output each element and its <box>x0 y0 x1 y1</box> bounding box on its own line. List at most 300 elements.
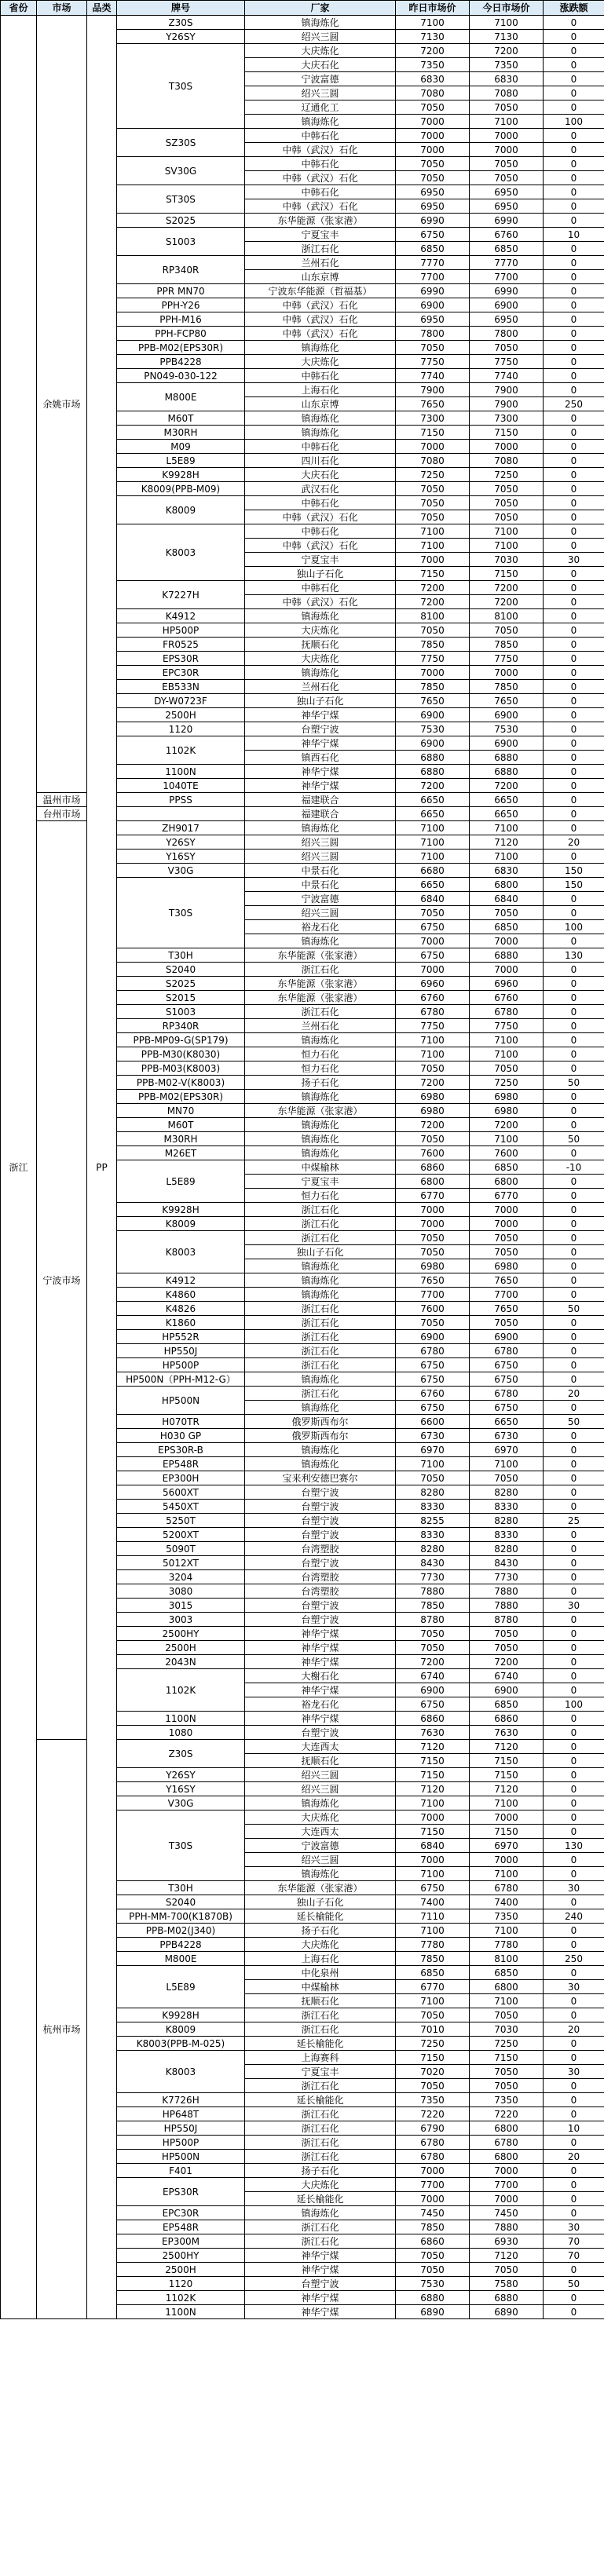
manufacturer-cell: 浙江石化 <box>245 1302 396 1316</box>
yesterday-price-cell: 7100 <box>396 1457 470 1471</box>
manufacturer-cell: 浙江石化 <box>245 2234 396 2249</box>
today-price-cell: 7000 <box>470 934 544 948</box>
yesterday-price-cell: 6770 <box>396 1189 470 1203</box>
grade-cell: 5012XT <box>117 1556 245 1570</box>
market-cell: 余姚市场 <box>37 16 87 793</box>
manufacturer-cell: 中韩石化 <box>245 369 396 383</box>
yesterday-price-cell: 6880 <box>396 765 470 779</box>
today-price-cell: 7050 <box>470 1627 544 1641</box>
manufacturer-cell: 浙江石化 <box>245 2150 396 2164</box>
change-cell: 0 <box>544 1047 604 1061</box>
today-price-cell: 7100 <box>470 1994 544 2008</box>
manufacturer-cell: 镇海炼化 <box>245 426 396 440</box>
manufacturer-cell: 中韩石化 <box>245 129 396 143</box>
manufacturer-cell: 宁波东华能源（哲福基） <box>245 284 396 298</box>
yesterday-price-cell: 6780 <box>396 1344 470 1358</box>
grade-cell: MN70 <box>117 1104 245 1118</box>
today-price-cell: 7100 <box>470 821 544 835</box>
manufacturer-cell: 武汉石化 <box>245 482 396 496</box>
today-price-cell: 7000 <box>470 1217 544 1231</box>
today-price-cell: 7200 <box>470 595 544 609</box>
change-cell: 0 <box>544 638 604 652</box>
today-price-cell: 7200 <box>470 44 544 58</box>
manufacturer-cell: 台塑宁波 <box>245 1528 396 1542</box>
today-price-cell: 7000 <box>470 143 544 157</box>
change-cell: 0 <box>544 2305 604 2319</box>
yesterday-price-cell: 7050 <box>396 1316 470 1330</box>
grade-cell: 1040TE <box>117 779 245 793</box>
manufacturer-cell: 大榭石化 <box>245 1669 396 1683</box>
yesterday-price-cell: 7600 <box>396 1302 470 1316</box>
today-price-cell: 6980 <box>470 1104 544 1118</box>
change-cell: 0 <box>544 1443 604 1457</box>
manufacturer-cell: 神华宁煤 <box>245 2249 396 2263</box>
yesterday-price-cell: 7100 <box>396 1796 470 1811</box>
yesterday-price-cell: 7050 <box>396 2079 470 2093</box>
today-price-cell: 7050 <box>470 1245 544 1259</box>
change-cell: 150 <box>544 864 604 878</box>
grade-cell: Y16SY <box>117 850 245 864</box>
today-price-cell: 6960 <box>470 977 544 991</box>
manufacturer-cell: 扬子石化 <box>245 1076 396 1090</box>
manufacturer-cell: 兰州石化 <box>245 1019 396 1033</box>
manufacturer-cell: 俄罗斯西布尔 <box>245 1415 396 1429</box>
today-price-cell: 7050 <box>470 157 544 171</box>
change-cell: 0 <box>544 2291 604 2305</box>
manufacturer-cell: 中韩石化 <box>245 157 396 171</box>
yesterday-price-cell: 7150 <box>396 2051 470 2065</box>
change-cell: 0 <box>544 1104 604 1118</box>
yesterday-price-cell: 7000 <box>396 129 470 143</box>
today-price-cell: 6650 <box>470 1415 544 1429</box>
change-cell: 0 <box>544 1090 604 1104</box>
manufacturer-cell: 浙江石化 <box>245 1217 396 1231</box>
yesterday-price-cell: 7000 <box>396 1811 470 1825</box>
manufacturer-cell: 中韩（武汉）石化 <box>245 312 396 327</box>
yesterday-price-cell: 6800 <box>396 1175 470 1189</box>
today-price-cell: 7050 <box>470 2065 544 2079</box>
yesterday-price-cell: 6900 <box>396 1330 470 1344</box>
manufacturer-cell: 浙江石化 <box>245 1387 396 1401</box>
manufacturer-cell: 中韩石化 <box>245 440 396 454</box>
change-cell: 0 <box>544 1584 604 1599</box>
grade-cell: 1100N <box>117 1712 245 1726</box>
grade-cell: HP648T <box>117 2107 245 2121</box>
yesterday-price-cell: 7200 <box>396 44 470 58</box>
today-price-cell: 7100 <box>470 115 544 129</box>
change-cell: 100 <box>544 920 604 934</box>
yesterday-price-cell: 6750 <box>396 1881 470 1895</box>
change-cell: 0 <box>544 1570 604 1584</box>
grade-cell: 5200XT <box>117 1528 245 1542</box>
change-cell: 0 <box>544 44 604 58</box>
change-cell: 0 <box>544 1740 604 1754</box>
manufacturer-cell: 扬子石化 <box>245 2164 396 2178</box>
grade-cell: K8009(PPB-M09) <box>117 482 245 496</box>
manufacturer-cell: 大连西太 <box>245 1825 396 1839</box>
today-price-cell: 6650 <box>470 807 544 821</box>
today-price-cell: 7000 <box>470 2164 544 2178</box>
yesterday-price-cell: 7000 <box>396 934 470 948</box>
grade-cell: Z30S <box>117 1740 245 1768</box>
manufacturer-cell: 恒力石化 <box>245 1189 396 1203</box>
manufacturer-cell: 镇海炼化 <box>245 1118 396 1132</box>
change-cell: 0 <box>544 1528 604 1542</box>
change-cell: 0 <box>544 1316 604 1330</box>
manufacturer-cell: 台湾塑胶 <box>245 1542 396 1556</box>
grade-cell: 3080 <box>117 1584 245 1599</box>
change-cell: 0 <box>544 143 604 157</box>
yesterday-price-cell: 7050 <box>396 1627 470 1641</box>
manufacturer-cell: 宁夏宝丰 <box>245 553 396 567</box>
grade-cell: ZH9017 <box>117 821 245 835</box>
yesterday-price-cell: 6850 <box>396 1966 470 1980</box>
today-price-cell: 7100 <box>470 1924 544 1938</box>
change-cell: 130 <box>544 948 604 963</box>
today-price-cell: 6900 <box>470 298 544 312</box>
manufacturer-cell: 神华宁煤 <box>245 1683 396 1697</box>
change-cell: 30 <box>544 1881 604 1895</box>
today-price-cell: 7350 <box>470 58 544 72</box>
manufacturer-cell: 上海石化 <box>245 1952 396 1966</box>
manufacturer-cell: 独山子石化 <box>245 1895 396 1909</box>
manufacturer-cell: 镇海炼化 <box>245 1796 396 1811</box>
today-price-cell: 7100 <box>470 16 544 30</box>
manufacturer-cell: 东华能源（张家港） <box>245 214 396 228</box>
change-cell: 0 <box>544 1245 604 1259</box>
yesterday-price-cell: 7700 <box>396 270 470 284</box>
change-cell: 0 <box>544 1061 604 1076</box>
today-price-cell: 7100 <box>470 1867 544 1881</box>
manufacturer-cell: 台塑宁波 <box>245 1556 396 1570</box>
yesterday-price-cell: 7050 <box>396 482 470 496</box>
manufacturer-cell: 中景石化 <box>245 864 396 878</box>
grade-cell: H030 GP <box>117 1429 245 1443</box>
manufacturer-cell: 浙江石化 <box>245 1005 396 1019</box>
change-cell: 0 <box>544 312 604 327</box>
change-cell: 0 <box>544 2079 604 2093</box>
grade-cell: S2015 <box>117 991 245 1005</box>
change-cell: 0 <box>544 341 604 355</box>
yesterday-price-cell: 6990 <box>396 214 470 228</box>
change-cell: 0 <box>544 2037 604 2051</box>
yesterday-price-cell: 7050 <box>396 510 470 524</box>
change-cell: 0 <box>544 1938 604 1952</box>
grade-cell: SV30G <box>117 157 245 185</box>
change-cell: 0 <box>544 567 604 581</box>
manufacturer-cell: 上海石化 <box>245 383 396 397</box>
yesterday-price-cell: 7100 <box>396 524 470 539</box>
change-cell: 0 <box>544 1344 604 1358</box>
yesterday-price-cell: 7120 <box>396 1740 470 1754</box>
change-cell: 0 <box>544 708 604 722</box>
change-cell: 0 <box>544 1994 604 2008</box>
market-cell: 宁波市场 <box>37 821 87 1740</box>
change-cell: 250 <box>544 1952 604 1966</box>
yesterday-price-cell: 7200 <box>396 1655 470 1669</box>
grade-cell: V30G <box>117 864 245 878</box>
yesterday-price-cell: 6750 <box>396 1372 470 1387</box>
manufacturer-cell: 绍兴三圆 <box>245 86 396 100</box>
manufacturer-cell: 大庆石化 <box>245 468 396 482</box>
change-cell: 100 <box>544 115 604 129</box>
change-cell: 0 <box>544 1500 604 1514</box>
today-price-cell: 7050 <box>470 2079 544 2093</box>
grade-cell: 1120 <box>117 2277 245 2291</box>
manufacturer-cell: 大庆炼化 <box>245 44 396 58</box>
manufacturer-cell: 独山子石化 <box>245 567 396 581</box>
manufacturer-cell: 镇海炼化 <box>245 115 396 129</box>
yesterday-price-cell: 7050 <box>396 1245 470 1259</box>
yesterday-price-cell: 6770 <box>396 1980 470 1994</box>
today-price-cell: 6830 <box>470 72 544 86</box>
yesterday-price-cell: 8430 <box>396 1556 470 1570</box>
today-price-cell: 7080 <box>470 454 544 468</box>
change-cell: 0 <box>544 680 604 694</box>
today-price-cell: 8280 <box>470 1514 544 1528</box>
yesterday-price-cell: 7050 <box>396 2008 470 2022</box>
grade-cell: HP550J <box>117 1344 245 1358</box>
yesterday-price-cell: 7130 <box>396 30 470 44</box>
change-cell: 0 <box>544 1895 604 1909</box>
yesterday-price-cell: 7530 <box>396 2277 470 2291</box>
yesterday-price-cell: 6850 <box>396 242 470 256</box>
today-price-cell: 6970 <box>470 1839 544 1853</box>
yesterday-price-cell: 7200 <box>396 779 470 793</box>
manufacturer-cell: 台塑宁波 <box>245 1599 396 1613</box>
change-cell: 250 <box>544 397 604 411</box>
manufacturer-cell: 辽通化工 <box>245 100 396 115</box>
today-price-cell: 7880 <box>470 1599 544 1613</box>
manufacturer-cell: 神华宁煤 <box>245 2291 396 2305</box>
manufacturer-cell: 绍兴三圆 <box>245 906 396 920</box>
grade-cell: T30H <box>117 1881 245 1895</box>
grade-cell: PPB-M02(J340) <box>117 1924 245 1938</box>
grade-cell: M30RH <box>117 426 245 440</box>
grade-cell: PPH-M16 <box>117 312 245 327</box>
today-price-cell: 7880 <box>470 1584 544 1599</box>
change-cell: 0 <box>544 510 604 524</box>
yesterday-price-cell: 7150 <box>396 567 470 581</box>
change-cell: 0 <box>544 524 604 539</box>
change-cell: 0 <box>544 1273 604 1288</box>
manufacturer-cell: 大连西太 <box>245 1740 396 1754</box>
today-price-cell: 7050 <box>470 510 544 524</box>
yesterday-price-cell: 7650 <box>396 397 470 411</box>
manufacturer-cell: 扬子石化 <box>245 1924 396 1938</box>
change-cell: 0 <box>544 793 604 807</box>
change-cell: 0 <box>544 1372 604 1387</box>
manufacturer-cell: 镇海炼化 <box>245 609 396 623</box>
manufacturer-cell: 裕龙石化 <box>245 1697 396 1712</box>
manufacturer-cell: 大庆炼化 <box>245 2178 396 2192</box>
manufacturer-cell: 中韩（武汉）石化 <box>245 510 396 524</box>
today-price-cell: 6780 <box>470 1387 544 1401</box>
manufacturer-cell: 中韩（武汉）石化 <box>245 199 396 214</box>
change-cell: 20 <box>544 1387 604 1401</box>
manufacturer-cell: 神华宁煤 <box>245 1712 396 1726</box>
today-price-cell: 7150 <box>470 1825 544 1839</box>
manufacturer-cell: 浙江石化 <box>245 2121 396 2136</box>
yesterday-price-cell: 7050 <box>396 171 470 185</box>
manufacturer-cell: 绍兴三圆 <box>245 835 396 850</box>
manufacturer-cell: 中韩（武汉）石化 <box>245 143 396 157</box>
yesterday-price-cell: 7050 <box>396 1132 470 1146</box>
yesterday-price-cell: 6680 <box>396 864 470 878</box>
change-cell: 0 <box>544 1613 604 1627</box>
manufacturer-cell: 镇海炼化 <box>245 16 396 30</box>
yesterday-price-cell: 7150 <box>396 1754 470 1768</box>
yesterday-price-cell: 7050 <box>396 2263 470 2277</box>
yesterday-price-cell: 6950 <box>396 199 470 214</box>
yesterday-price-cell: 7750 <box>396 652 470 666</box>
yesterday-price-cell: 6990 <box>396 284 470 298</box>
yesterday-price-cell: 6900 <box>396 736 470 751</box>
change-cell: 0 <box>544 751 604 765</box>
table-row <box>1 16 604 30</box>
change-cell: 0 <box>544 2192 604 2206</box>
today-price-cell: 8280 <box>470 1485 544 1500</box>
manufacturer-cell: 上海赛科 <box>245 2051 396 2065</box>
yesterday-price-cell: 6860 <box>396 1712 470 1726</box>
today-price-cell: 6900 <box>470 736 544 751</box>
today-price-cell: 7900 <box>470 383 544 397</box>
yesterday-price-cell: 6980 <box>396 1104 470 1118</box>
change-cell: 0 <box>544 1712 604 1726</box>
yesterday-price-cell: 7450 <box>396 2206 470 2220</box>
yesterday-price-cell: 8280 <box>396 1485 470 1500</box>
today-price-cell: 7200 <box>470 1655 544 1669</box>
manufacturer-cell: 中化泉州 <box>245 1966 396 1980</box>
manufacturer-cell: 浙江石化 <box>245 1203 396 1217</box>
yesterday-price-cell: 7000 <box>396 440 470 454</box>
manufacturer-cell: 镇海炼化 <box>245 411 396 426</box>
manufacturer-cell: 浙江石化 <box>245 2079 396 2093</box>
yesterday-price-cell: 7050 <box>396 623 470 638</box>
yesterday-price-cell: 8780 <box>396 1613 470 1627</box>
manufacturer-cell: 宁波富德 <box>245 1839 396 1853</box>
today-price-cell: 6780 <box>470 1881 544 1895</box>
change-cell: 0 <box>544 426 604 440</box>
change-cell: 0 <box>544 623 604 638</box>
manufacturer-cell: 镇海炼化 <box>245 1033 396 1047</box>
yesterday-price-cell: 6650 <box>396 807 470 821</box>
change-cell: 0 <box>544 1669 604 1683</box>
yesterday-price-cell: 6840 <box>396 892 470 906</box>
manufacturer-cell: 延长榆能化 <box>245 1909 396 1924</box>
today-price-cell: 7100 <box>470 1457 544 1471</box>
manufacturer-cell: 东华能源（张家港） <box>245 977 396 991</box>
today-price-cell: 6750 <box>470 1372 544 1387</box>
manufacturer-cell: 中煤榆林 <box>245 1160 396 1175</box>
change-cell: 0 <box>544 454 604 468</box>
grade-cell: 3204 <box>117 1570 245 1584</box>
manufacturer-cell: 中韩石化 <box>245 581 396 595</box>
today-price-cell: 6930 <box>470 2234 544 2249</box>
today-price-cell: 7200 <box>470 779 544 793</box>
yesterday-price-cell: 6750 <box>396 1401 470 1415</box>
today-price-cell: 7000 <box>470 2192 544 2206</box>
grade-cell: 5600XT <box>117 1485 245 1500</box>
today-price-cell: 6750 <box>470 1358 544 1372</box>
yesterday-price-cell: 6750 <box>396 228 470 242</box>
grade-cell: EPC30R <box>117 2206 245 2220</box>
manufacturer-cell: 宁夏宝丰 <box>245 2065 396 2079</box>
manufacturer-cell: 浙江石化 <box>245 1231 396 1245</box>
yesterday-price-cell: 6750 <box>396 1358 470 1372</box>
today-price-cell: 7880 <box>470 2220 544 2234</box>
manufacturer-cell: 浙江石化 <box>245 963 396 977</box>
grade-cell: RP340R <box>117 1019 245 1033</box>
market-cell: 杭州市场 <box>37 1740 87 2319</box>
manufacturer-cell: 中韩（武汉）石化 <box>245 539 396 553</box>
yesterday-price-cell: 7050 <box>396 1641 470 1655</box>
grade-cell: ST30S <box>117 185 245 214</box>
today-price-cell: 7750 <box>470 355 544 369</box>
manufacturer-cell: 中煤榆林 <box>245 1980 396 1994</box>
change-cell: 0 <box>544 270 604 284</box>
today-price-cell: 8430 <box>470 1556 544 1570</box>
yesterday-price-cell: 7100 <box>396 1924 470 1938</box>
grade-cell: DY-W0723F <box>117 694 245 708</box>
change-cell: 130 <box>544 1839 604 1853</box>
yesterday-price-cell: 7880 <box>396 1584 470 1599</box>
today-price-cell: 6800 <box>470 878 544 892</box>
header-province: 省份 <box>1 1 37 16</box>
yesterday-price-cell: 6900 <box>396 708 470 722</box>
grade-cell: 5250T <box>117 1514 245 1528</box>
grade-cell: PN049-030-122 <box>117 369 245 383</box>
yesterday-price-cell: 7000 <box>396 1853 470 1867</box>
manufacturer-cell: 镇海炼化 <box>245 1090 396 1104</box>
grade-cell: PPB-M02-V(K8003) <box>117 1076 245 1090</box>
grade-cell: Y16SY <box>117 1782 245 1796</box>
grade-cell: H070TR <box>117 1415 245 1429</box>
today-price-cell: 7400 <box>470 1895 544 1909</box>
today-price-cell: 7100 <box>470 1033 544 1047</box>
change-cell: 0 <box>544 1627 604 1641</box>
change-cell: 0 <box>544 2263 604 2277</box>
yesterday-price-cell: 7110 <box>396 1909 470 1924</box>
manufacturer-cell: 独山子石化 <box>245 694 396 708</box>
today-price-cell: 6950 <box>470 312 544 327</box>
yesterday-price-cell: 8330 <box>396 1500 470 1514</box>
change-cell: 50 <box>544 1132 604 1146</box>
yesterday-price-cell: 7650 <box>396 694 470 708</box>
change-cell: 0 <box>544 539 604 553</box>
change-cell: 0 <box>544 1655 604 1669</box>
today-price-cell: 7120 <box>470 835 544 850</box>
grade-cell: FR0525 <box>117 638 245 652</box>
today-price-cell: 6860 <box>470 1712 544 1726</box>
yesterday-price-cell: 7740 <box>396 369 470 383</box>
grade-cell: K9928H <box>117 2008 245 2022</box>
change-cell: 30 <box>544 1980 604 1994</box>
change-cell: 30 <box>544 2065 604 2079</box>
grade-cell: 2500HY <box>117 2249 245 2263</box>
today-price-cell: 7100 <box>470 539 544 553</box>
grade-cell: PPB4228 <box>117 355 245 369</box>
grade-cell: T30S <box>117 44 245 129</box>
manufacturer-cell: 抚顺石化 <box>245 1994 396 2008</box>
yesterday-price-cell: 7770 <box>396 256 470 270</box>
grade-cell: PPH-FCP80 <box>117 327 245 341</box>
yesterday-price-cell: 7900 <box>396 383 470 397</box>
change-cell: 0 <box>544 1019 604 1033</box>
change-cell: 0 <box>544 1189 604 1203</box>
today-price-cell: 6800 <box>470 1175 544 1189</box>
yesterday-price-cell: 7850 <box>396 638 470 652</box>
